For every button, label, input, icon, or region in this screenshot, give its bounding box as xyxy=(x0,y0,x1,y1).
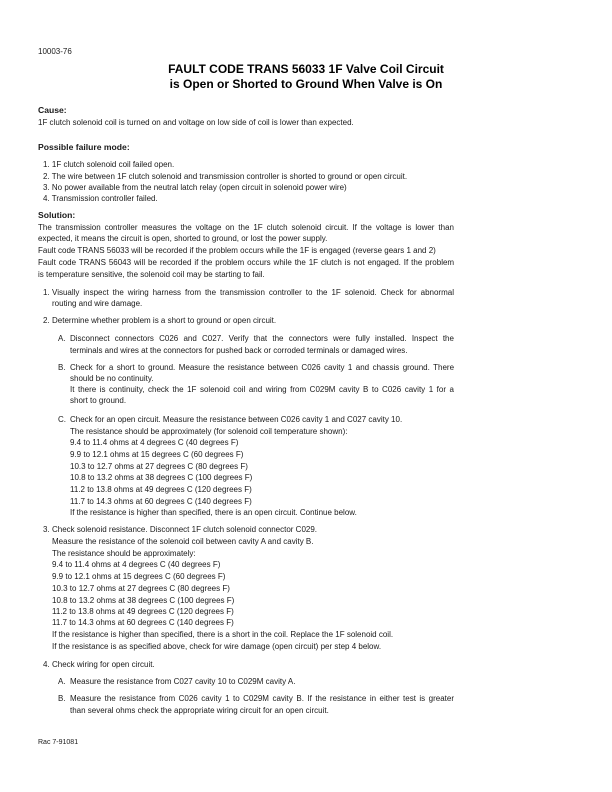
solution-heading: Solution: xyxy=(38,209,76,220)
step-text: 11.2 to 13.8 ohms at 49 degrees C (120 degrees F) xyxy=(52,606,234,616)
step-text: 10.8 to 13.2 ohms at 38 degrees C (100 degrees F) xyxy=(52,595,235,605)
step-text: Visually inspect the wiring harness from the transmission controller to the 1F solenoid. Check for abnormal xyxy=(52,287,454,297)
step-number: 1. xyxy=(43,287,50,297)
substep-text: short to ground. xyxy=(70,395,127,405)
step-text: 10.3 to 12.7 ohms at 27 degrees C (80 degrees F) xyxy=(52,583,230,593)
substep-text: Disconnect connectors C026 and C027. Verify that the connectors were fully installed. Inspect the xyxy=(70,333,454,343)
step-text: routing and wire damage. xyxy=(52,298,143,308)
solution-text: Fault code TRANS 56033 will be recorded if the problem occurs while the 1F is engaged (reverse gears 1 and 2) xyxy=(38,245,436,255)
substep-label: A. xyxy=(58,333,66,343)
cause-text: 1F clutch solenoid coil is turned on and voltage on low side of coil is lower than expected. xyxy=(38,117,354,127)
substep-text: If the resistance is higher than specified, there is an open circuit. Continue below. xyxy=(70,507,357,517)
substep-text: 11.7 to 14.3 ohms at 60 degrees C (140 degrees F) xyxy=(70,496,252,506)
substep-text: 9.9 to 12.1 ohms at 15 degrees C (60 degrees F) xyxy=(70,449,244,459)
failure-mode-heading: Possible failure mode: xyxy=(38,141,130,152)
substep-text: terminals and wires at the connectors for pushed back or corroded terminals or damaged wires. xyxy=(70,345,408,355)
substep-label: A. xyxy=(58,676,66,686)
failure-mode-item: 4. Transmission controller failed. xyxy=(43,193,158,203)
step-number: 4. xyxy=(43,659,50,669)
step-text: The resistance should be approximately: xyxy=(52,548,196,558)
solution-text: expected, it means the circuit is open, shorted to ground, or lost the power supply. xyxy=(38,233,328,243)
substep-text: should be no continuity. xyxy=(70,373,154,383)
substep-text: It there is continuity, check the 1F solenoid coil and wiring from C029M cavity B to C026 cavity 1 for a xyxy=(70,384,454,394)
page-title: is Open or Shorted to Ground When Valve is On xyxy=(169,77,443,91)
step-text: Determine whether problem is a short to ground or open circuit. xyxy=(52,315,277,325)
substep-text: than several ohms check the appropriate wiring circuit for an open circuit. xyxy=(70,705,329,715)
step-text: Check wiring for open circuit. xyxy=(52,659,155,669)
substep-text: Check for a short to ground. Measure the resistance between C026 cavity 1 and chassis ground. There xyxy=(70,362,455,372)
substep-label: B. xyxy=(58,362,66,372)
solution-text: Fault code TRANS 56043 will be recorded if the problem occurs while the 1F clutch is not engaged. If the problem xyxy=(38,257,455,267)
step-text: Check solenoid resistance. Disconnect 1F clutch solenoid connector C029. xyxy=(52,524,318,534)
document-id: 10003-76 xyxy=(38,46,72,56)
solution-text: is temperature sensitive, the solenoid coil may be starting to fail. xyxy=(38,269,265,279)
substep-text: Measure the resistance from C027 cavity 10 to C029M cavity A. xyxy=(70,676,296,686)
failure-mode-item: 1. 1F clutch solenoid coil failed open. xyxy=(43,159,175,169)
substep-text: 10.8 to 13.2 ohms at 38 degrees C (100 degrees F) xyxy=(70,472,253,482)
substep-text: 9.4 to 11.4 ohms at 4 degrees C (40 degrees F) xyxy=(70,437,239,447)
page-title: FAULT CODE TRANS 56033 1F Valve Coil Circuit xyxy=(168,62,444,76)
step-text: If the resistance is higher than specified, there is a short in the coil. Replace the 1F solenoid coil. xyxy=(52,629,394,639)
step-text: If the resistance is as specified above, check for wire damage (open circuit) per step 4 below. xyxy=(52,641,382,651)
substep-text: Check for an open circuit. Measure the resistance between C026 cavity 1 and C027 cavity 10. xyxy=(70,414,403,424)
substep-text: Measure the resistance from C026 cavity 1 to C029M cavity B. If the resistance in either test is greater xyxy=(70,693,454,703)
cause-heading: Cause: xyxy=(38,104,67,115)
step-number: 3. xyxy=(43,524,50,534)
substep-text: 10.3 to 12.7 ohms at 27 degrees C (80 degrees F) xyxy=(70,461,248,471)
step-text: 11.7 to 14.3 ohms at 60 degrees C (140 degrees F) xyxy=(52,617,234,627)
failure-mode-item: 3. No power available from the neutral latch relay (open circuit in solenoid power wire) xyxy=(43,182,347,192)
step-text: 9.9 to 12.1 ohms at 15 degrees C (60 degrees F) xyxy=(52,571,226,581)
substep-label: C. xyxy=(58,414,66,424)
step-text: Measure the resistance of the solenoid coil between cavity A and cavity B. xyxy=(52,536,314,546)
step-text: 9.4 to 11.4 ohms at 4 degrees C (40 degrees F) xyxy=(52,559,221,569)
step-number: 2. xyxy=(43,315,50,325)
substep-text: The resistance should be approximately (for solenoid coil temperature shown): xyxy=(70,426,348,436)
failure-mode-item: 2. The wire between 1F clutch solenoid and transmission controller is shorted to ground or open circuit. xyxy=(43,171,408,181)
substep-label: B. xyxy=(58,693,66,703)
solution-text: The transmission controller measures the voltage on the 1F clutch solenoid circuit. If the voltage is lower than xyxy=(38,222,454,232)
substep-text: 11.2 to 13.8 ohms at 49 degrees C (120 degrees F) xyxy=(70,484,252,494)
footer-code: Rac 7-91081 xyxy=(38,738,79,746)
